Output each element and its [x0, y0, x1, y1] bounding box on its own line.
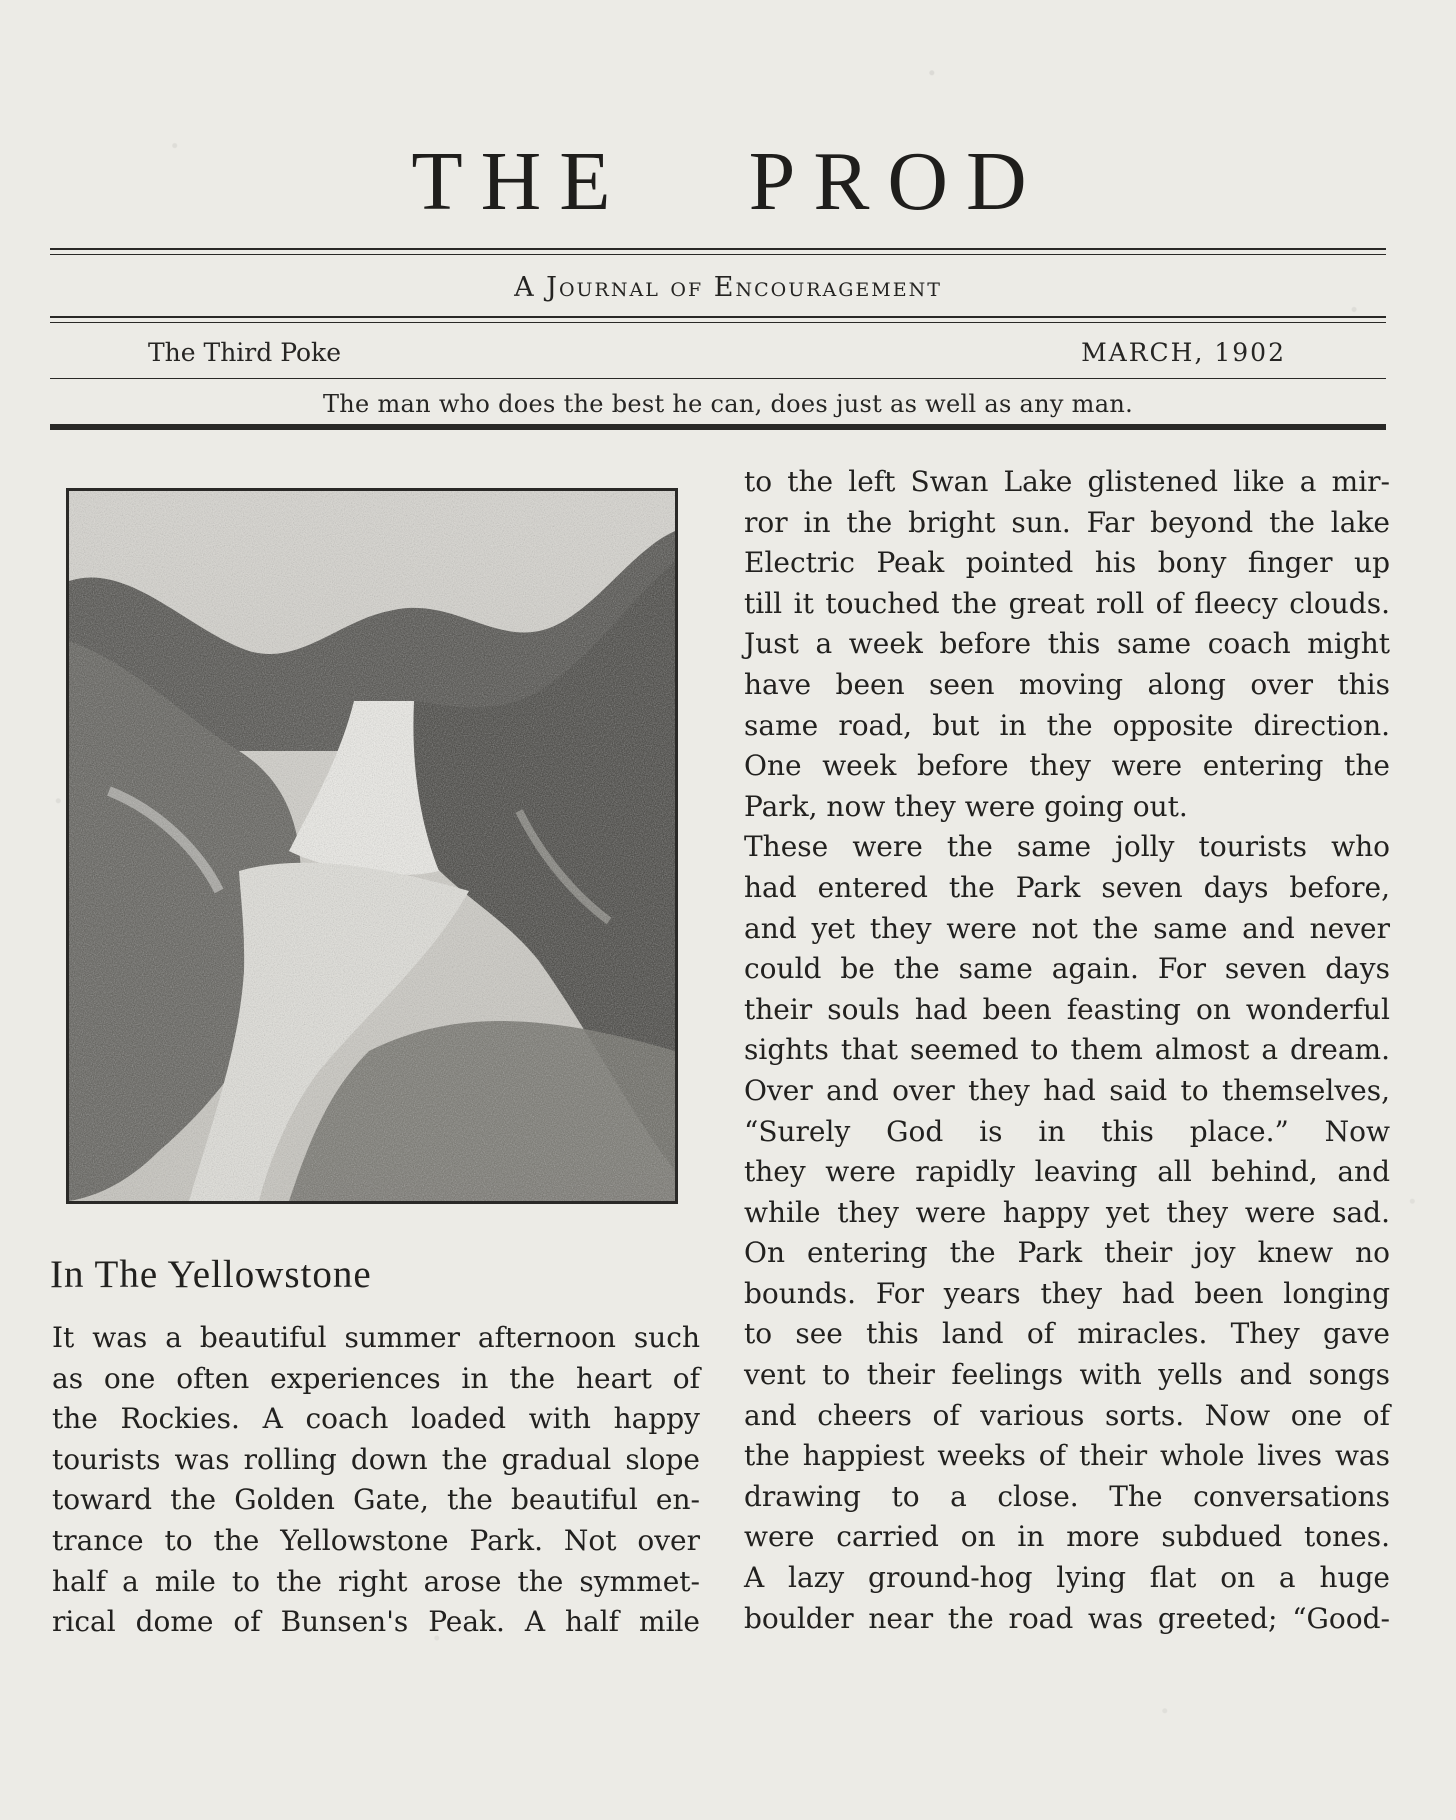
masthead-title-left: THE — [411, 135, 629, 228]
masthead-rule-top-2 — [50, 254, 1386, 255]
text-line: bounds. For years they had been longing — [744, 1276, 1390, 1310]
text-line: trance to the Yellowstone Park. Not over — [52, 1523, 700, 1557]
article-column-right — [744, 462, 1390, 1639]
text-line: A lazy ground-hog lying flat on a huge — [744, 1561, 1390, 1595]
text-line: Over and over they had said to themselves, — [744, 1073, 1390, 1107]
masthead-subtitle: A Journal of Encouragement — [514, 272, 942, 303]
text-line: their souls had been feasting on wonderful — [744, 992, 1390, 1026]
article-heading: In The Yellowstone — [50, 1253, 372, 1296]
text-line: while they were happy yet they were sad. — [744, 1195, 1390, 1229]
text-line: rical dome of Bunsen's Peak. A half mile — [52, 1605, 700, 1639]
text-line: boulder near the road was greeted; “Good- — [744, 1601, 1390, 1635]
text-line: the happiest weeks of their whole lives was — [744, 1439, 1390, 1473]
text-line: half a mile to the right arose the symmet- — [52, 1564, 700, 1598]
text-line: Electric Peak pointed his bony finger up — [744, 546, 1390, 580]
text-line: they were rapidly leaving all behind, and — [744, 1155, 1390, 1189]
text-line: tourists was rolling down the gradual slope — [52, 1442, 700, 1476]
text-line: toward the Golden Gate, the beautiful en- — [52, 1483, 700, 1517]
issue-date: MARCH, 1902 — [1081, 338, 1286, 367]
text-line: as one often experiences in the heart of — [52, 1361, 700, 1395]
heavy-rule — [50, 424, 1386, 430]
text-line: were carried on in more subdued tones. — [744, 1520, 1390, 1554]
masthead-title-right: PROD — [748, 135, 1045, 228]
text-line: have been seen moving along over this — [744, 667, 1390, 701]
masthead-title — [0, 135, 1456, 228]
text-line: to the left Swan Lake glistened like a mir- — [744, 465, 1390, 498]
text-line: and yet they were not the same and never — [744, 911, 1390, 945]
text-line: It was a beautiful summer afternoon such — [52, 1321, 700, 1354]
text-line: to see this land of miracles. They gave — [744, 1317, 1390, 1351]
issue-rule — [50, 378, 1386, 379]
text-line: “Surely God is in this place.” Now — [744, 1114, 1390, 1148]
text-line: the Rockies. A coach loaded with happy — [52, 1402, 700, 1436]
article-column-left — [52, 1318, 700, 1643]
text-line: and cheers of various sorts. Now one of — [744, 1398, 1390, 1432]
waterfall-illustration — [69, 491, 675, 1201]
text-line: could be the same again. For seven days — [744, 952, 1390, 986]
text-line: ror in the bright sun. Far beyond the lake — [744, 505, 1390, 539]
subtitle-rule-2 — [50, 322, 1386, 323]
text-line: drawing to a close. The conversations — [744, 1479, 1390, 1513]
text-line: One week before they were entering the — [744, 749, 1390, 783]
text-line: Just a week before this same coach might — [744, 627, 1390, 661]
text-line: sights that seemed to them almost a dream. — [744, 1033, 1390, 1067]
text-line: Park, now they were going out. — [744, 789, 1188, 823]
waterfall-photo — [66, 488, 678, 1204]
masthead-motto: The man who does the best he can, does just as well as any man. — [322, 390, 1134, 418]
subtitle-rule — [50, 316, 1386, 318]
text-line: These were the same jolly tourists who — [744, 830, 1390, 864]
text-line: vent to their feelings with yells and songs — [744, 1358, 1390, 1392]
text-line: same road, but in the opposite direction. — [744, 708, 1390, 742]
masthead-rule-top — [50, 248, 1386, 250]
text-line: till it touched the great roll of fleecy clouds. — [744, 586, 1390, 620]
issue-label: The Third Poke — [148, 338, 341, 367]
text-line: had entered the Park seven days before, — [744, 870, 1390, 904]
text-line: On entering the Park their joy knew no — [744, 1236, 1390, 1270]
